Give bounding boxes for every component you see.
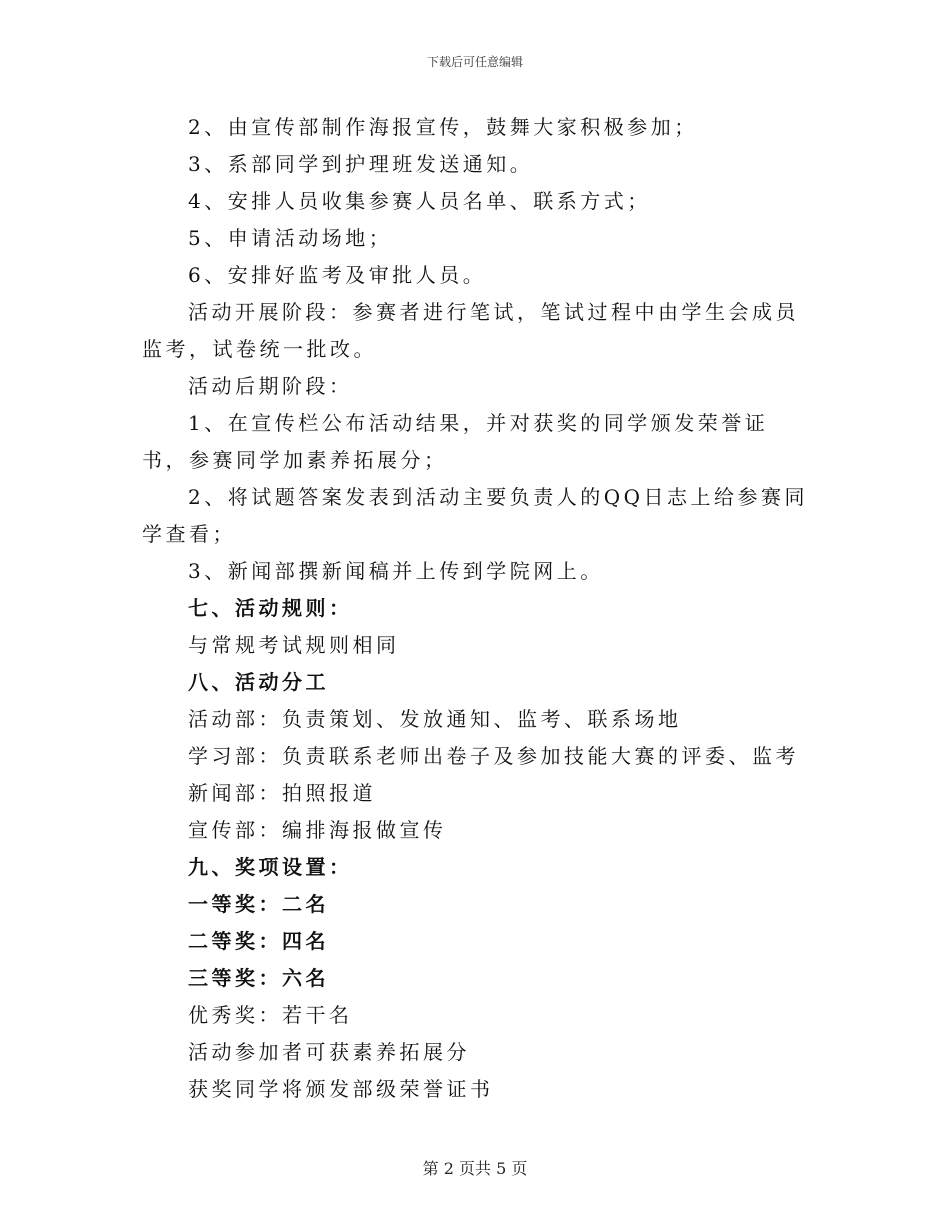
section-heading: 七、活动规则：: [188, 596, 353, 620]
paragraph: 活动部：负责策划、发放通知、监考、联系场地: [188, 707, 682, 731]
paragraph: 2、由宣传部制作海报宣传，鼓舞大家积极参加；: [188, 115, 698, 139]
paragraph: 1、在宣传栏公布活动结果，并对获奖的同学颁发荣誉证书，参赛同学加素养拓展分；: [142, 411, 769, 472]
paragraph: 6、安排好监考及审批人员。: [188, 263, 487, 287]
section-heading: 九、奖项设置：: [188, 855, 353, 879]
paragraph: 与常规考试规则相同: [188, 633, 400, 657]
paragraph: 学习部：负责联系老师出卷子及参加技能大赛的评委、监考: [188, 744, 799, 768]
paragraph: 2、将试题答案发表到活动主要负责人的QQ日志上给参赛同学查看；: [142, 485, 809, 546]
award-item: 优秀奖：若干名: [188, 1003, 353, 1027]
paragraph: 活动参加者可获素养拓展分: [188, 1040, 470, 1064]
page-footer: 第 2 页共 5 页: [422, 1159, 528, 1178]
paragraph: 4、安排人员收集参赛人员名单、联系方式；: [188, 189, 651, 213]
page-header: 下载后可任意编辑: [426, 55, 523, 69]
document-body: [142, 109, 812, 1108]
paragraph: 5、申请活动场地；: [188, 226, 393, 250]
award-item: 二等奖：四名: [188, 929, 329, 953]
paragraph: 宣传部：编排海报做宣传: [188, 818, 447, 842]
paragraph: 活动后期阶段：: [188, 374, 353, 398]
paragraph: 3、新闻部撰新闻稿并上传到学院网上。: [188, 559, 604, 583]
paragraph: 新闻部：拍照报道: [188, 781, 376, 805]
paragraph: 3、系部同学到护理班发送通知。: [188, 152, 534, 176]
section-heading: 八、活动分工: [188, 670, 329, 694]
paragraph: 活动开展阶段：参赛者进行笔试，笔试过程中由学生会成员监考，试卷统一批改。: [142, 300, 799, 361]
award-item: 三等奖：六名: [188, 966, 329, 990]
award-item: 一等奖：二名: [188, 892, 329, 916]
paragraph: 获奖同学将颁发部级荣誉证书: [188, 1077, 494, 1101]
